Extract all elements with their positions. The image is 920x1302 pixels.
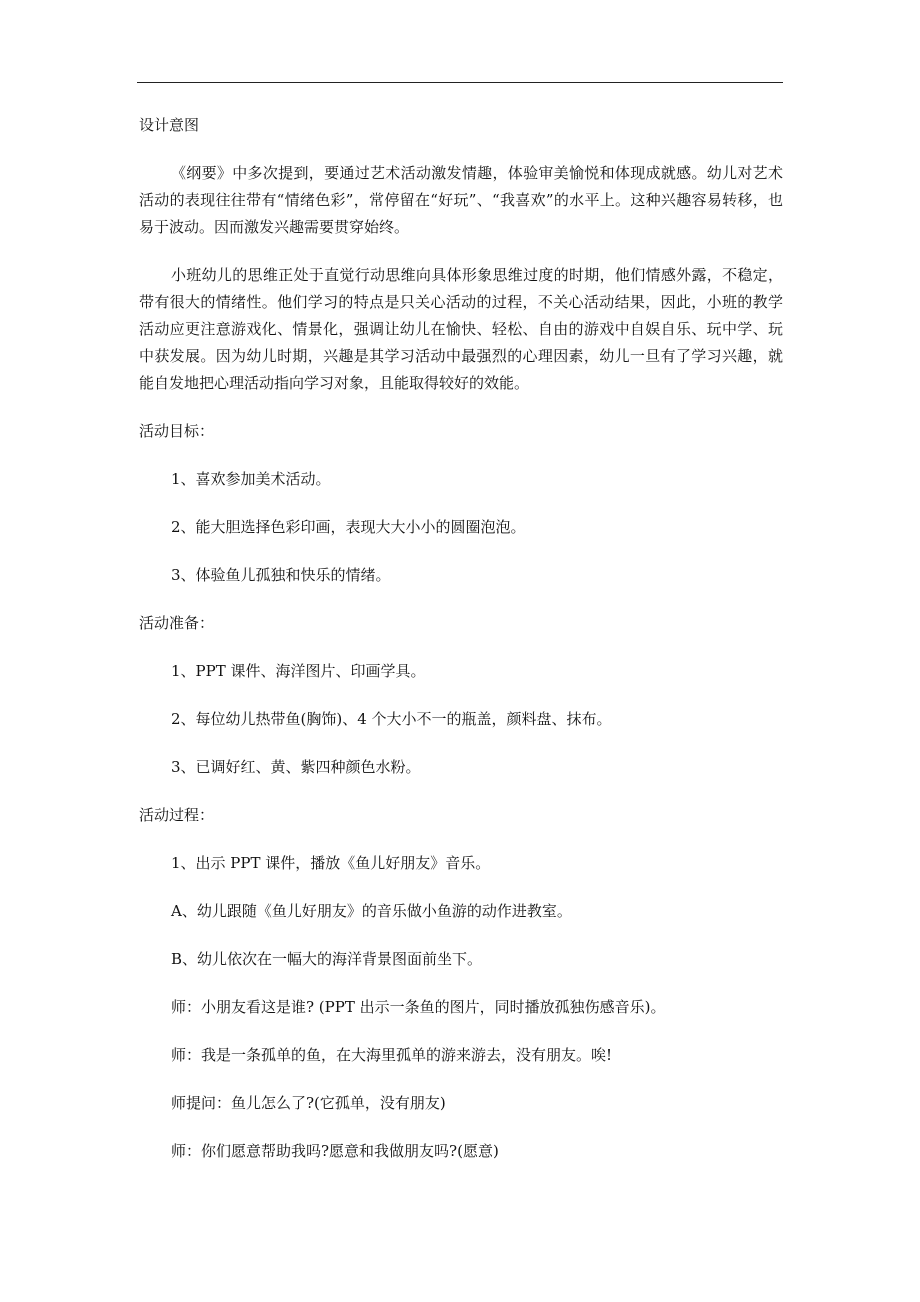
process-item-6: 师提问：鱼儿怎么了?(它孤单，没有朋友) <box>171 1094 446 1112</box>
process-item-1: 1、出示 PPT 课件，播放《鱼儿好朋友》音乐。 <box>171 854 491 872</box>
design-intent-paragraph-2: 小班幼儿的思维正处于直觉行动思维向具体形象思维过度的时期，他们情感外露，不稳定，带有很大的情绪性。他们学习的特点是只关心活动的过程，不关心活动结果，因此，小班的教学活动应更注意游戏化、情景化，强调让幼儿在愉快、轻松、自由的游戏中自娱自乐、玩中学、玩中获发展。因为幼儿时期，兴趣是其学习活动中最强烈的心理因素，幼儿一旦有了学习兴趣，就能自发地把心理活动指向学习对象，且能取得较好的效能。 <box>139 266 783 392</box>
process-heading: 活动过程： <box>139 806 215 824</box>
goal-item-2: 2、能大胆选择色彩印画，表现大大小小的圆圈泡泡。 <box>171 518 526 536</box>
process-item-5: 师：我是一条孤单的鱼，在大海里孤单的游来游去，没有朋友。唉! <box>171 1046 613 1064</box>
preparation-item-1: 1、PPT 课件、海洋图片、印画学具。 <box>171 662 426 680</box>
process-item-2: A、幼儿跟随《鱼儿好朋友》的音乐做小鱼游的动作进教室。 <box>171 902 572 920</box>
process-item-3: B、幼儿依次在一幅大的海洋背景图面前坐下。 <box>171 950 483 968</box>
goals-heading: 活动目标： <box>139 422 215 440</box>
header-rule <box>137 82 783 83</box>
process-item-4: 师：小朋友看这是谁? (PPT 出示一条鱼的图片，同时播放孤独伤感音乐)。 <box>171 998 666 1016</box>
design-intent-paragraph-1: 《纲要》中多次提到，要通过艺术活动激发情趣，体验审美愉悦和体现成就感。幼儿对艺术活动的表现往往带有“情绪色彩”，常停留在“好玩”、“我喜欢”的水平上。这种兴趣容易转移，也易于波动。因而激发兴趣需要贯穿始终。 <box>139 164 783 236</box>
preparation-item-3: 3、已调好红、黄、紫四种颜色水粉。 <box>171 758 421 776</box>
preparation-item-2: 2、每位幼儿热带鱼(胸饰)、4 个大小不一的瓶盖，颜料盘、抹布。 <box>171 710 612 728</box>
goal-item-3: 3、体验鱼儿孤独和快乐的情绪。 <box>171 566 391 584</box>
goal-item-1: 1、喜欢参加美术活动。 <box>171 470 331 488</box>
document-body <box>139 112 783 1186</box>
process-item-7: 师：你们愿意帮助我吗?愿意和我做朋友吗?(愿意) <box>171 1142 499 1160</box>
preparation-heading: 活动准备： <box>139 614 215 632</box>
design-intent-heading: 设计意图 <box>139 116 200 134</box>
